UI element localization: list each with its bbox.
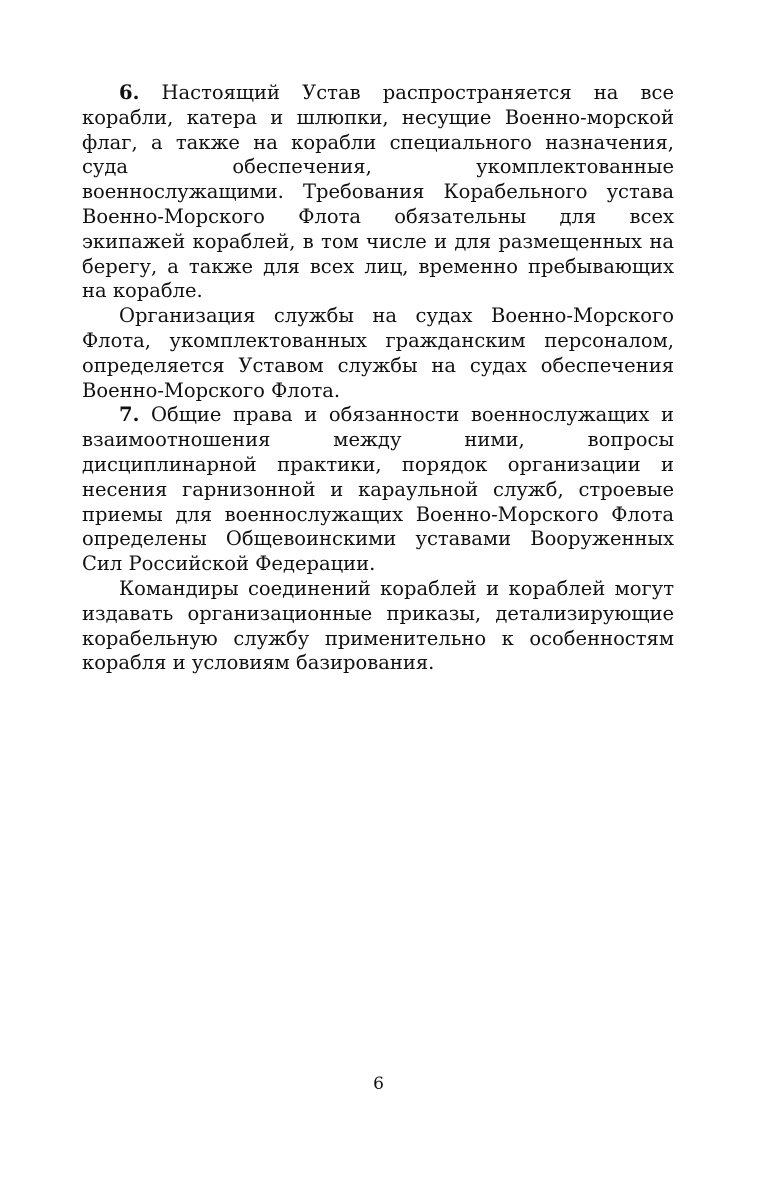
- page-number: 6: [373, 1074, 384, 1094]
- page-body: [82, 81, 674, 676]
- paragraph-number: 6.: [119, 81, 140, 104]
- paragraph-7-continuation: [82, 577, 674, 676]
- paragraph-6-continuation: [82, 304, 674, 403]
- paragraph-text: Настоящий Устав распространяется на все корабли, катера и шлюпки, несущие Военно-морской флаг, а также на корабли специального назначения, суда обеспечения, укомплектованные военнослужащими. Требования Корабельного устава Военно-Морского Флота обязательны для всех экипажей кораблей, в том числе и для размещенных на берегу, а также для всех лиц, временно пребывающих на корабле.: [82, 81, 674, 303]
- paragraph-6: [82, 81, 674, 304]
- paragraph-number: 7.: [119, 403, 140, 427]
- paragraph-text: Командиры соединений кораблей и кораблей могут издавать организационные приказы, детализирующие корабельную службу применительно к особенностям корабля и условиям базирования.: [82, 576, 674, 675]
- paragraph-7: [82, 403, 674, 577]
- paragraph-text: Организация службы на судах Военно-Морского Флота, укомплектованных гражданским персоналом, определяется Уставом службы на судах обеспечения Военно-Морского Флота.: [82, 304, 674, 402]
- paragraph-text: Общие права и обязанности военнослужащих и взаимоотношения между ними, вопросы дисциплинарной практики, порядок организации и несения гарнизонной и караульной служб, строевые приемы для военнослужащих Военно-Морского Флота определены Общевоинскими уставами Вооруженных Сил Российской Федерации.: [82, 403, 675, 576]
